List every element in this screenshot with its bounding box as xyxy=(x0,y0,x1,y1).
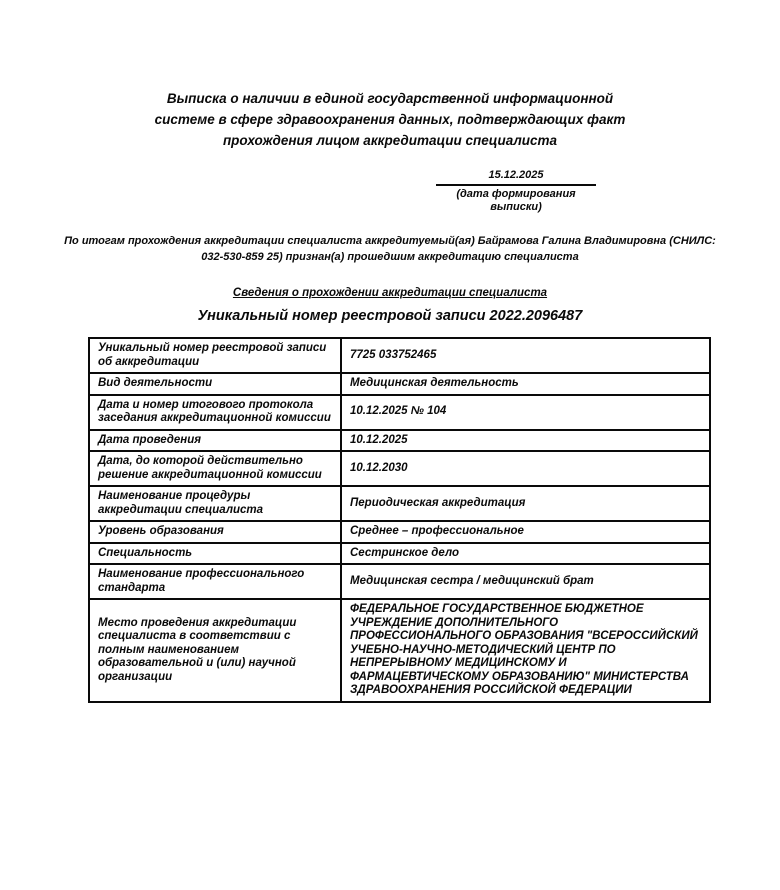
row-value: Периодическая аккредитация xyxy=(341,486,710,521)
row-label: Дата, до которой действительно решение аккредитационной комиссии xyxy=(89,451,341,486)
row-value: ФЕДЕРАЛЬНОЕ ГОСУДАРСТВЕННОЕ БЮДЖЕТНОЕ УЧРЕЖДЕНИЕ ДОПОЛНИТЕЛЬНОГО ПРОФЕССИОНАЛЬНОГО ОБРАЗОВАНИЯ "ВСЕРОССИЙСКИЙ УЧЕБНО-НАУЧНО-МЕТОДИЧЕСКИЙ ЦЕНТР ПО НЕПРЕРЫВНОМУ МЕДИЦИНСКОМУ И ФАРМАЦЕВТИЧЕСКОМУ ОБРАЗОВАНИЮ" МИНИСТЕРСТВА ЗДРАВООХРАНЕНИЯ РОССИЙСКОЙ ФЕДЕРАЦИИ xyxy=(341,599,710,702)
table-row xyxy=(89,599,710,702)
row-label: Место проведения аккредитации специалиста в соответствии с полным наименованием образовательной и (или) научной организации xyxy=(89,599,341,702)
title-line: системе в сфере здравоохранения данных, подтверждающих факт xyxy=(154,112,626,127)
table-row xyxy=(89,430,710,452)
extract-date: 15.12.2025 xyxy=(436,168,596,186)
accreditation-details-table xyxy=(88,337,711,703)
intro-line: 032-530-859 25) признан(а) прошедшим аккредитацию специалиста xyxy=(201,251,579,263)
row-label: Наименование процедуры аккредитации специалиста xyxy=(89,486,341,521)
row-value: Медицинская сестра / медицинский брат xyxy=(341,564,710,599)
table-row xyxy=(89,338,710,373)
row-label: Специальность xyxy=(89,543,341,565)
intro-paragraph xyxy=(0,233,780,265)
table-row xyxy=(89,564,710,599)
title-line: Выписка о наличии в единой государственной информационной xyxy=(166,91,614,106)
table-row xyxy=(89,373,710,395)
row-label: Вид деятельности xyxy=(89,373,341,395)
row-value: 7725 033752465 xyxy=(341,338,710,373)
row-value: Среднее – профессиональное xyxy=(341,521,710,543)
row-label: Уровень образования xyxy=(89,521,341,543)
extract-date-block xyxy=(436,168,596,214)
row-value: Сестринское дело xyxy=(341,543,710,565)
row-label: Дата и номер итогового протокола заседания аккредитационной комиссии xyxy=(89,395,341,430)
document-title xyxy=(0,0,780,151)
title-line: прохождения лицом аккредитации специалиста xyxy=(222,133,558,148)
row-value: 10.12.2030 xyxy=(341,451,710,486)
row-label: Уникальный номер реестровой записи об аккредитации xyxy=(89,338,341,373)
row-value: 10.12.2025 № 104 xyxy=(341,395,710,430)
table-row xyxy=(89,543,710,565)
intro-line: По итогам прохождения аккредитации специалиста аккредитуемый(ая) Байрамова Галина Владимировна (СНИЛС: xyxy=(64,235,716,247)
row-label: Наименование профессионального стандарта xyxy=(89,564,341,599)
section-heading: Сведения о прохождении аккредитации специалиста xyxy=(232,287,548,299)
extract-date-caption: (дата формирования выписки) xyxy=(456,188,576,213)
row-value: Медицинская деятельность xyxy=(341,373,710,395)
table-row xyxy=(89,521,710,543)
row-value: 10.12.2025 xyxy=(341,430,710,452)
registry-number-heading: Уникальный номер реестровой записи 2022.2096487 xyxy=(197,308,583,324)
table-row xyxy=(89,395,710,430)
row-label: Дата проведения xyxy=(89,430,341,452)
table-row xyxy=(89,486,710,521)
table-row xyxy=(89,451,710,486)
